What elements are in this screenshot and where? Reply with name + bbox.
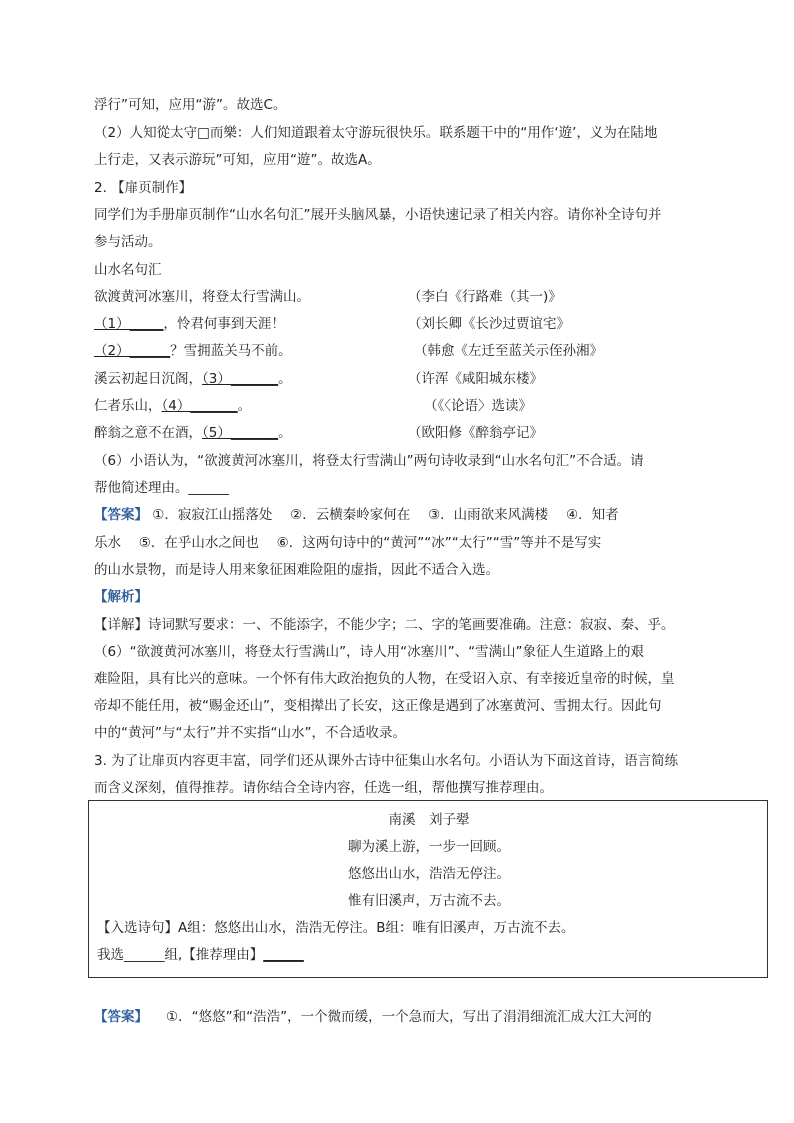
fill-blank[interactable]: （3）_______ [202,371,279,387]
poem-source: （许浑《咸阳城东楼》 [408,371,543,387]
answer-tag: 【答案】 [94,1009,148,1025]
detail-tag: 【详解】 [94,617,148,633]
poem-row: 仁者乐山，（4）_______。 （《〈论语〉选读》 [94,398,532,414]
poem-row [94,288,714,306]
text-line: 上行走，又表示游玩”可知，应用“遊”。故选A。 [94,152,381,168]
poem-line: ，怜君何事到天涯！ [163,316,285,332]
analysis-line: 难险阻，具有比兴的意味。一个怀有伟大政治抱负的人物，在受诏入京、有幸接近皇帝的时候，皇 [94,671,675,687]
fill-blank[interactable]: （4）_______ [161,398,238,414]
poem-line: 聊为溪上游，一步一回顾。 [348,839,510,855]
poem-line: 溪云初起日沉阁， [94,371,202,387]
poem-line: 悠悠出山水，浩浩无停注。 [348,866,510,882]
question-heading: 2. 【扉页制作】 [94,180,193,196]
poem-source: （韩愈《左迁至蓝关示侄孙湘》 [414,343,603,359]
answer-line: 【答案】 ①．寂寂江山摇落处 ②．云横秦岭家何在 ③．山雨欲来风满楼 ④．知者 [94,507,619,523]
poem-row: 溪云初起日沉阁，（3）_______。 （许浑《咸阳城东楼》 [94,371,543,387]
analysis-tag: 【解析】 [94,589,148,605]
text-line: 浮行”可知，应用“游”。故选C。 [94,97,287,113]
poem-source: （《〈论语〉选读》 [424,398,532,414]
poem-line: ？雪拥蓝关马不前。 [170,343,292,359]
fill-blank[interactable]: ______ [263,947,304,963]
answer-line: 乐水 ⑤．在乎山水之间也 ⑥．这两句诗中的“黄河”“冰”“太行”“雪”等并不是写实 [94,535,602,551]
section-title: 山水名句汇 [94,262,162,278]
text-line: （6）小语认为，“欲渡黄河冰塞川，将登太行雪满山”两句诗收录到“山水名句汇”不合适。请 [94,453,644,469]
analysis-line: 【详解】诗词默写要求：一、不能添字，不能少字；二、字的笔画要准确。注意：寂寂、秦、乎。 [94,617,675,633]
question-line: 3. 为了让扉页内容更丰富，同学们还从课外古诗中征集山水名句。小语认为下面这首诗，语言简练 [94,753,679,769]
question-line: 而含义深刻，值得推荐。请你结合全诗内容，任选一组，帮他撰写推荐理由。 [94,780,553,796]
poem-source: （李白《行路难（其一)》 [408,289,562,305]
analysis-line: 帝却不能任用，被“赐金还山”，变相撵出了长安，这正像是遇到了冰塞黄河、雪拥太行。因此句 [94,698,662,714]
poem-row: 醉翁之意不在酒，（5）_______。 （欧阳修《醉翁亭记》 [94,425,543,441]
analysis-line: 中的“黄河”与“太行”并不实指“山水”，不合适收录。 [94,725,406,741]
poem-line: 惟有旧溪声，万古流不去。 [348,893,510,909]
text-line: （2）人知從太守□而樂：人们知道跟着太守游玩很快乐。联系题干中的“用作‘遊’，义为在陆地 [94,125,658,141]
text-line: 帮他简述理由。______ [94,480,229,496]
answer-line: 的山水景物，而是诗人用来象征困难险阻的虚指，因此不适合入选。 [94,562,499,578]
poem-source: （刘长卿《长沙过贾谊宅》 [408,316,570,332]
poem-source: （欧阳修《醉翁亭记》 [408,425,543,441]
fill-blank[interactable]: （1）_____ [94,316,164,332]
poem-row [94,315,714,333]
selection-line: 【入选诗句】A组：悠悠出山水，浩浩无停注。B组：唯有旧溪声，万古流不去。 [97,920,575,936]
poem-row [94,342,714,360]
poem-line: 醉翁之意不在酒， [94,425,202,441]
text-line: 参与活动。 [94,234,162,250]
choose-line: 我选______组,【推荐理由】______ [97,947,304,963]
text-line: 同学们为手册扉页制作“山水名句汇”展开头脑风暴，小语快速记录了相关内容。请你补全诗句并 [94,207,662,223]
poem-title: 南溪 刘子翚 [388,812,470,828]
answer-tag: 【答案】 [94,507,148,523]
poem-line: 仁者乐山， [94,398,162,414]
poem-line: 欲渡黄河冰塞川，将登太行雪满山。 [94,289,310,305]
fill-blank[interactable]: （5）_______ [202,425,279,441]
poem-box [88,800,768,978]
analysis-line: （6）“欲渡黄河冰塞川，将登太行雪满山”，诗人用“冰塞川”、“雪满山”象征人生道路上的艰 [94,644,645,660]
answer-line: 【答案】 ①．“悠悠”和“浩浩”，一个微而缓，一个急而大，写出了涓涓细流汇成大江大河的 [94,1009,652,1025]
fill-blank[interactable]: （2）______ [94,343,171,359]
